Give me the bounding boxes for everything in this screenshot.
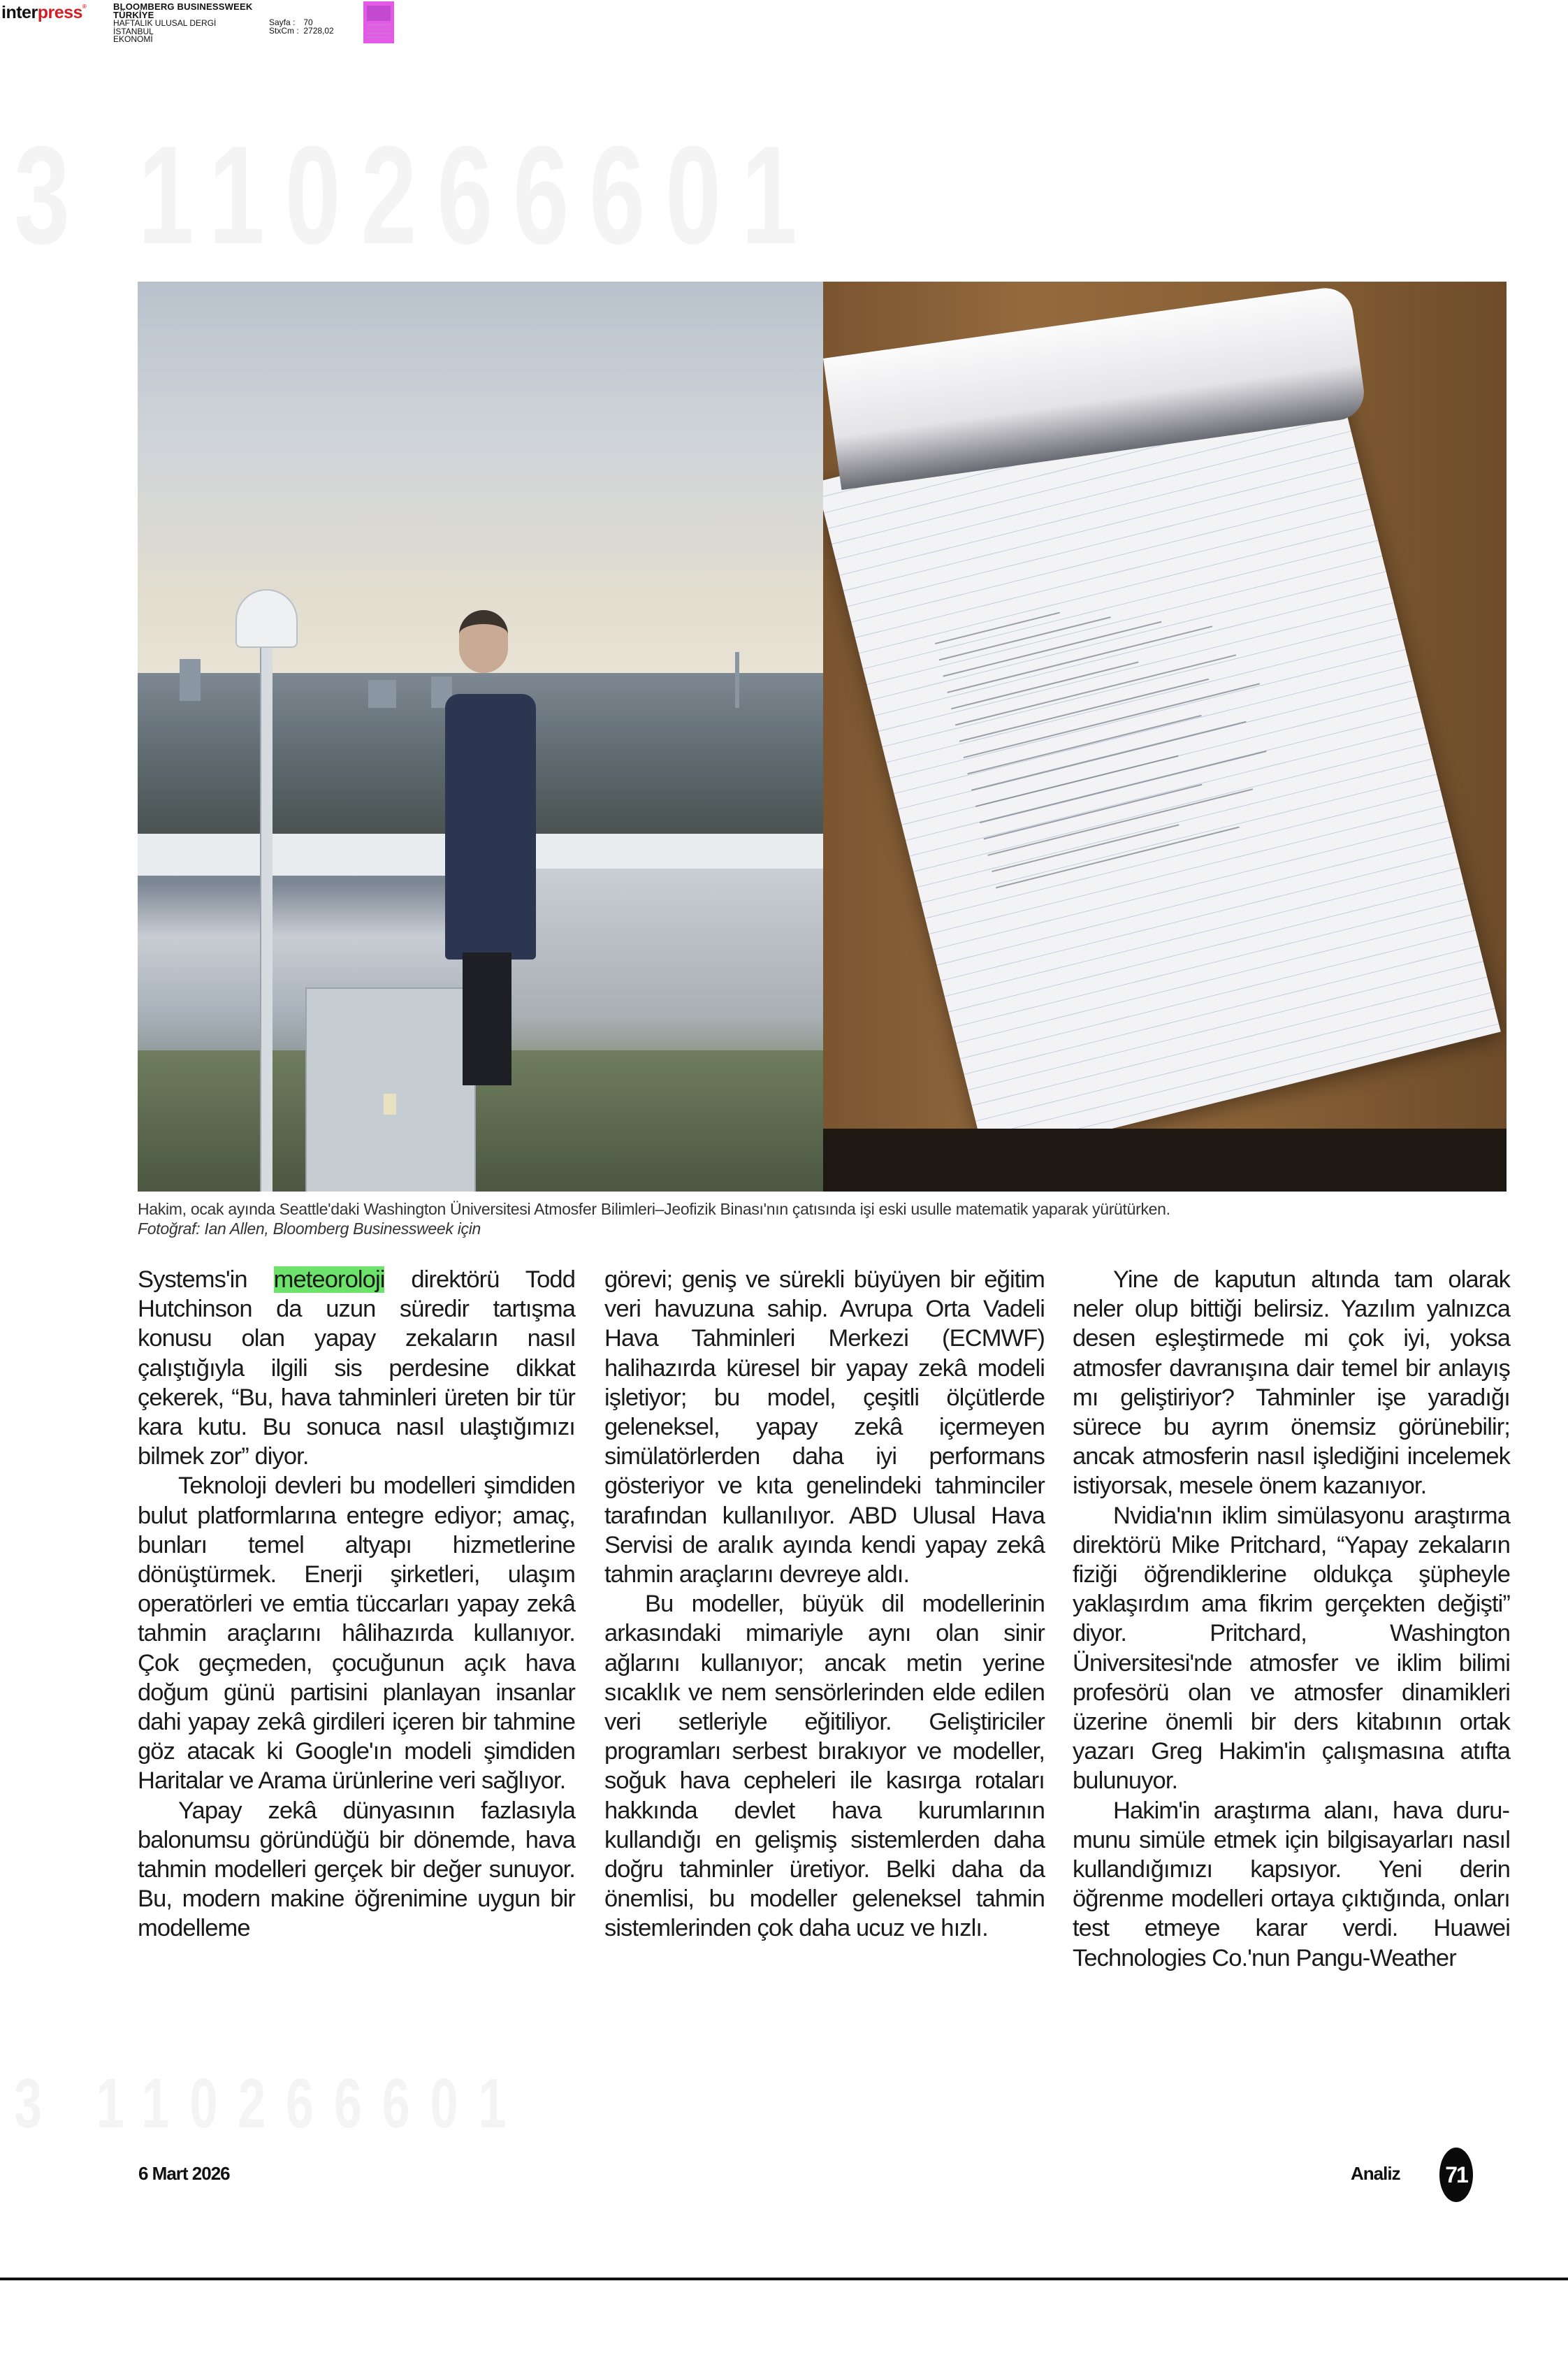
building	[180, 659, 201, 701]
paragraph: Hakim'in araştırma alanı, hava durumunu simüle etmek için bilgisayarları nasıl kullandığımızı kapsıyor. Yeni derin öğrenme modelleri ortaya çıktığında, onları test etmeye karar verdi. Huawei Technologies Co.'nun Pangu-Weather	[1073, 1797, 1510, 1971]
interpress-logo	[1, 4, 86, 22]
person-jacket	[445, 694, 536, 960]
article-column-1	[138, 1265, 575, 1943]
publication-name: BLOOMBERG BUSINESSWEEK TÜRKİYE	[113, 1, 253, 20]
page-meta	[269, 3, 360, 35]
publication-category: EKONOMİ	[113, 34, 153, 44]
building	[368, 680, 396, 708]
stxcm-label: StxCm :	[269, 25, 299, 36]
thumbnail-text-block	[367, 24, 391, 39]
thumbnail-image-block	[367, 6, 391, 21]
photo-rooftop	[138, 282, 823, 1192]
paragraph: Yine de kaputun altında tam olarak neler olup bittiği belirsiz. Yazılım yalnızca desen eşleştirmede mi çok iyi, yoksa atmosfer davranışına dair temel bir anlayış mı geliştiriyor? Tahminler işe yaradığı sürece bu ayrım önemsiz görünebilir; ancak atmosferin nasıl işlediğini incelemek istiyorsak, mesele önem kazanıyor.	[1073, 1266, 1510, 1500]
photo-credit: Fotoğraf: Ian Allen, Bloomberg Businessweek için	[138, 1219, 481, 1238]
paragraph: Nvidia'nın iklim simülasyonu araştırma direktörü Mike Pritchard, “Yapay zekaların fiziği öğrendiklerine oldukça şüpheyle yaklaşırdım ama fikrim gerçekten değişti” diyor. Pritchard, Washington Üniversitesi'nde atmosfer ve iklim bilimi profesörü olan ve atmosfer dinamikleri üzerine önemli bir ders kitabının ortak yazarı Greg Hakim'in çalışmasına atıfta bulunuyor.	[1073, 1502, 1510, 1795]
bottom-divider	[0, 2278, 1568, 2280]
publication-frequency: HAFTALIK ULUSAL DERGİ	[113, 18, 217, 28]
person-legs	[463, 953, 511, 1085]
logo-registered-mark: ®	[82, 3, 87, 10]
stxcm-meta-row	[269, 27, 360, 36]
photo-notepad	[823, 282, 1507, 1192]
logo-part-press: press	[37, 3, 82, 22]
section-name: Analiz	[1351, 2163, 1400, 2184]
article-column-2	[604, 1265, 1045, 1943]
stxcm-value: 2728,02	[303, 25, 334, 36]
paragraph: görevi; geniş ve sürekli büyüyen bir eğitim veri havuzuna sahip. Avrupa Orta Vadeli Hava Tahminleri Merkezi (ECMWF) halihazırda küresel bir yapay zekâ modeli işletiyor; bu model, çeşitli ölçütlerde geleneksel, yapay zekâ içermeyen simülatörlerden daha iyi performans gösteriyor ve kıta genelindeki tahminciler tarafından kullanılıyor. ABD Ulusal Hava Servisi de aralık ayında kendi yapay zekâ tahmin araçlarını devreye aldı.	[604, 1266, 1045, 1588]
photo-caption	[138, 1199, 1507, 1238]
text-before-highlight: Systems'in	[138, 1266, 274, 1293]
logo-part-inter: inter	[1, 3, 38, 22]
text-after-highlight: direktörü Todd Hutchinson da uzun süredir tartışma konusu olan yapay zekaların nasıl çalıştığıyla ilgili sis perdesine dikkat çekerek, “Bu, hava tahminleri üreten bir tür kara kutu. Bu sonuca nasıl ulaştığımızı bilmek zor” diyor.	[138, 1266, 575, 1470]
space-needle	[735, 652, 739, 708]
person-head	[459, 610, 508, 673]
paragraph: Bu modeller, büyük dil modellerinin arkasındaki mimariyle aynı olan sinir ağlarını kullanıyor; ancak metin yerine sıcaklık ve nem sensörlerinden elde edilen veri setleriyle eğitiliyor. Geliştiriciler programları serbest bırakıyor ve modeller, soğuk hava cepheleri ile kasırga rotaları hakkında devlet hava kurumlarının kullandığı en gelişmiş sistemlerden daha doğru tahminler üretiyor. Belki daha da önemlisi, bu modeller geleneksel tahmin sistemlerinden çok daha ucuz ve hızlı.	[604, 1591, 1045, 1942]
photo-parapet-wall	[501, 869, 823, 1078]
paragraph	[138, 1265, 575, 1471]
page-value: 70	[303, 17, 313, 27]
watermark-bottom: 3 110266601	[14, 2064, 527, 2143]
paragraph: Teknoloji devleri bu modelleri şimdiden bulut platformlarına entegre ediyor; amaç, bunları temel altyapı hizmetlerine dönüştürmek. Enerji şirketleri, ulaşım operatörleri ve emtia tüccarları yapay zekâ tahmin araçlarını hâlihazırda kullanıyor. Çok geçmeden, çocuğunun açık hava doğum günü partisini planlayan insanlar dahi yapay zekâ girdileri içeren bir tahmine göz atacak ki Google'ın modeli şimdiden Haritalar ve Arama ürünlerine veri sağlıyor.	[138, 1472, 575, 1795]
paragraph: Yapay zekâ dünyasının fazlasıyla balonumsu göründüğü bir dönemde, hava tahmin modelleri gerçek bir değer sunuyor. Bu, modern makine öğrenimine uygun bir modelleme	[138, 1797, 575, 1942]
photo-table-shadow	[823, 1129, 1507, 1192]
clipping-header	[0, 0, 419, 49]
page-label: Sayfa :	[269, 17, 296, 27]
watermark-top: 3 110266601	[14, 117, 818, 273]
caption-text: Hakim, ocak ayında Seattle'daki Washington Üniversitesi Atmosfer Bilimleri–Jeofizik Binası'nın çatısında işi eski usulle matematik yaparak yürütürken.	[138, 1200, 1170, 1218]
issue-date: 6 Mart 2026	[138, 2163, 230, 2184]
page-number-badge: 71	[1439, 2148, 1473, 2202]
warning-label	[384, 1094, 396, 1115]
highlighted-keyword: meteoroloji	[273, 1266, 385, 1293]
photo-person	[438, 610, 543, 1092]
publication-meta	[113, 3, 266, 44]
publication-city: İSTANBUL	[113, 26, 154, 36]
article-column-3	[1073, 1265, 1510, 1973]
page-thumbnail[interactable]	[363, 1, 394, 43]
photo-sensor-dome	[235, 589, 298, 648]
photo-instrument-pole	[260, 610, 273, 1192]
